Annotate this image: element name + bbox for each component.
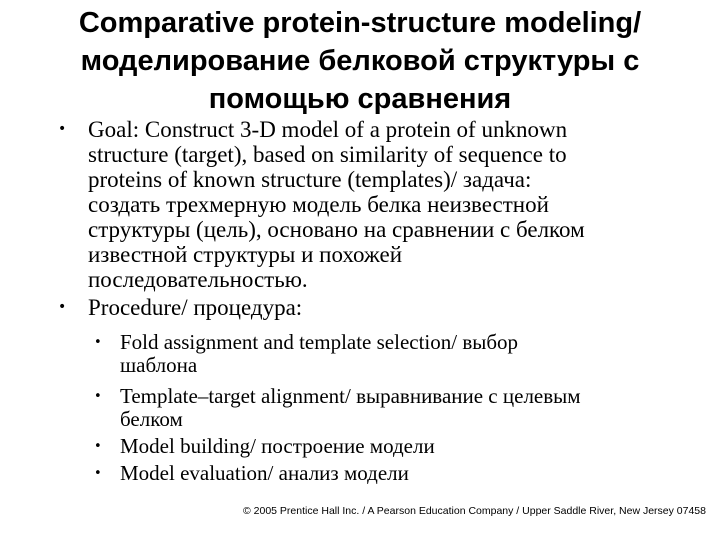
subbullet-marker: • bbox=[94, 439, 102, 454]
title-line-2: моделирование белковой структуры с bbox=[80, 45, 640, 77]
goal-line-3: proteins of known structure (templates)/ задача: bbox=[88, 167, 532, 192]
copyright-footer: © 2005 Prentice Hall Inc. / A Pearson Education Company / Upper Saddle River, New Jersey 07458 bbox=[243, 505, 706, 517]
goal-line-6: известной структуры и похожей bbox=[88, 242, 403, 267]
title-line-3: помощью сравнения bbox=[208, 83, 512, 115]
procedure-line: Procedure/ процедура: bbox=[88, 295, 303, 320]
subbullet-alignment bbox=[94, 384, 581, 431]
sub3-line-1: Model building/ построение модели bbox=[120, 434, 435, 458]
bullet-marker: • bbox=[58, 299, 67, 315]
subbullet-model-building bbox=[94, 434, 435, 458]
subbullet-marker: • bbox=[94, 389, 102, 404]
goal-line-1: Goal: Construct 3-D model of a protein of unknown bbox=[88, 117, 568, 142]
subbullet-marker: • bbox=[94, 466, 102, 481]
bullet-goal bbox=[58, 117, 585, 292]
goal-line-4: создать трехмерную модель белка неизвестной bbox=[88, 192, 549, 217]
bullet-marker: • bbox=[58, 121, 67, 137]
sub2-line-1: Template–target alignment/ выравнивание с целевым bbox=[120, 384, 581, 408]
goal-line-2: structure (target), based on similarity of sequence to bbox=[88, 142, 567, 167]
subbullet-marker: • bbox=[94, 335, 102, 350]
sub2-line-2: белком bbox=[120, 407, 183, 431]
sub1-line-2: шаблона bbox=[120, 353, 198, 377]
slide-title bbox=[0, 4, 720, 118]
sub4-line-1: Model evaluation/ анализ модели bbox=[120, 461, 409, 485]
sub1-line-1: Fold assignment and template selection/ выбор bbox=[120, 330, 519, 354]
bullet-procedure bbox=[58, 295, 303, 320]
subbullet-fold-assignment bbox=[94, 330, 519, 377]
title-line-1: Comparative protein-structure modeling/ bbox=[78, 7, 642, 39]
goal-line-7: последовательностью. bbox=[88, 267, 308, 292]
subbullet-model-evaluation bbox=[94, 461, 409, 485]
goal-line-5: структуры (цель), основано на сравнении с белком bbox=[88, 217, 585, 242]
